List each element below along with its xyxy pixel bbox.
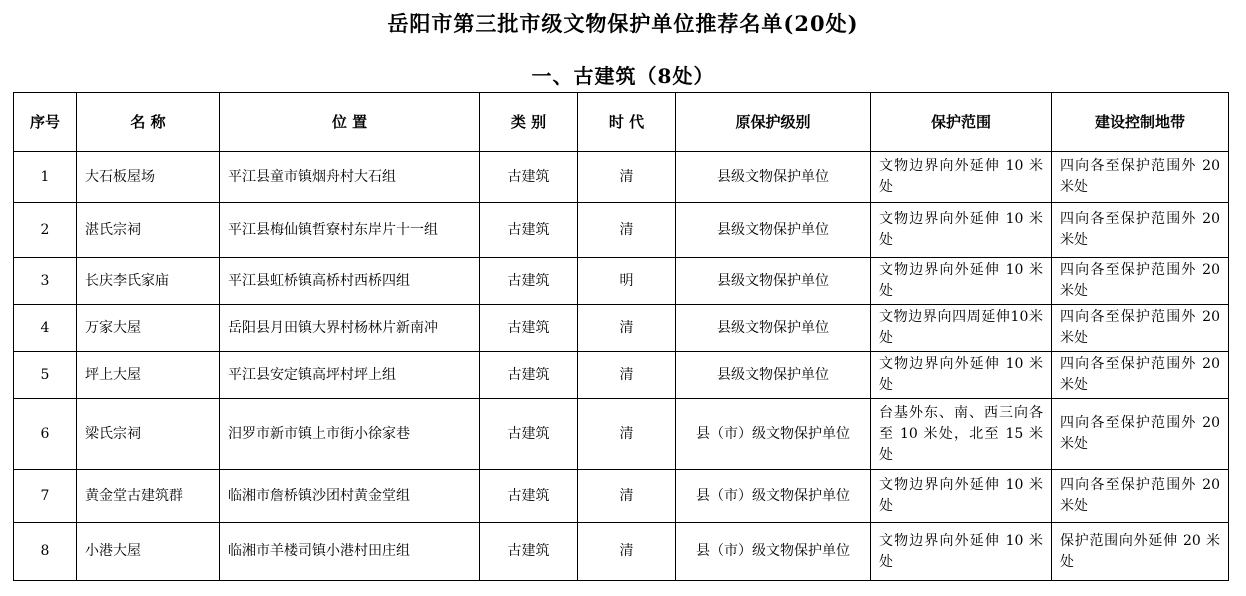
cell-no: 4 (14, 305, 77, 352)
header-era: 时 代 (578, 93, 676, 152)
cell-level: 县（市）级文物保护单位 (676, 399, 871, 470)
cell-era: 清 (578, 152, 676, 203)
cell-category: 古建筑 (480, 523, 578, 581)
header-control-zone: 建设控制地带 (1052, 93, 1229, 152)
cell-name: 黄金堂古建筑群 (77, 470, 220, 523)
cell-range: 文物边界向外延伸 10 米处 (871, 152, 1052, 203)
cell-location: 平江县童市镇烟舟村大石组 (220, 152, 480, 203)
table-row (14, 399, 1229, 470)
header-protection-range: 保护范围 (871, 93, 1052, 152)
cell-zone: 保护范围向外延伸 20 米处 (1052, 523, 1229, 581)
cell-name: 小港大屋 (77, 523, 220, 581)
cell-era: 清 (578, 305, 676, 352)
cell-category: 古建筑 (480, 399, 578, 470)
cell-zone: 四向各至保护范围外 20 米处 (1052, 258, 1229, 305)
cell-range: 文物边界向外延伸 10 米处 (871, 352, 1052, 399)
cell-category: 古建筑 (480, 470, 578, 523)
cell-era: 清 (578, 203, 676, 258)
cell-category: 古建筑 (480, 152, 578, 203)
cell-location: 临湘市羊楼司镇小港村田庄组 (220, 523, 480, 581)
table-header-row (14, 93, 1229, 152)
cell-location: 平江县虹桥镇高桥村西桥四组 (220, 258, 480, 305)
document-title: 岳阳市第三批市级文物保护单位推荐名单(20处) (387, 11, 859, 36)
table-row (14, 152, 1229, 203)
cell-range: 台基外东、南、西三向各至 10 米处，北至 15 米处 (871, 399, 1052, 470)
header-name: 名 称 (77, 93, 220, 152)
cell-level: 县（市）级文物保护单位 (676, 470, 871, 523)
table-row (14, 352, 1229, 399)
cell-level: 县级文物保护单位 (676, 305, 871, 352)
cell-no: 6 (14, 399, 77, 470)
cell-category: 古建筑 (480, 258, 578, 305)
cell-no: 2 (14, 203, 77, 258)
cell-name: 梁氏宗祠 (77, 399, 220, 470)
cell-zone: 四向各至保护范围外 20 米处 (1052, 203, 1229, 258)
cell-no: 8 (14, 523, 77, 581)
cell-era: 明 (578, 258, 676, 305)
table-row (14, 470, 1229, 523)
cell-level: 县级文物保护单位 (676, 258, 871, 305)
cell-name: 大石板屋场 (77, 152, 220, 203)
table-row (14, 523, 1229, 581)
cell-range: 文物边界向外延伸 10 米处 (871, 470, 1052, 523)
cell-location: 汨罗市新市镇上市街小徐家巷 (220, 399, 480, 470)
cell-name: 坪上大屋 (77, 352, 220, 399)
cell-category: 古建筑 (480, 305, 578, 352)
cell-name: 长庆李氏家庙 (77, 258, 220, 305)
cell-era: 清 (578, 399, 676, 470)
cell-category: 古建筑 (480, 352, 578, 399)
cell-no: 7 (14, 470, 77, 523)
table-row (14, 203, 1229, 258)
cell-no: 1 (14, 152, 77, 203)
cell-zone: 四向各至保护范围外 20 米处 (1052, 470, 1229, 523)
table-row (14, 258, 1229, 305)
cell-era: 清 (578, 523, 676, 581)
cell-level: 县（市）级文物保护单位 (676, 523, 871, 581)
header-original-level: 原保护级别 (676, 93, 871, 152)
cell-zone: 四向各至保护范围外 20 米处 (1052, 352, 1229, 399)
cell-location: 岳阳县月田镇大界村杨林片新南冲 (220, 305, 480, 352)
cell-name: 湛氏宗祠 (77, 203, 220, 258)
cell-era: 清 (578, 352, 676, 399)
header-category: 类 别 (480, 93, 578, 152)
cell-name: 万家大屋 (77, 305, 220, 352)
cell-level: 县级文物保护单位 (676, 203, 871, 258)
cell-level: 县级文物保护单位 (676, 352, 871, 399)
cell-era: 清 (578, 470, 676, 523)
heritage-list-table (13, 92, 1229, 581)
cell-no: 3 (14, 258, 77, 305)
cell-location: 平江县安定镇高坪村坪上组 (220, 352, 480, 399)
cell-range: 文物边界向四周延伸10米处 (871, 305, 1052, 352)
cell-range: 文物边界向外延伸 10 米处 (871, 523, 1052, 581)
table-row (14, 305, 1229, 352)
cell-category: 古建筑 (480, 203, 578, 258)
cell-range: 文物边界向外延伸 10 米处 (871, 203, 1052, 258)
cell-zone: 四向各至保护范围外 20 米处 (1052, 399, 1229, 470)
cell-range: 文物边界向外延伸 10 米处 (871, 258, 1052, 305)
cell-no: 5 (14, 352, 77, 399)
cell-location: 平江县梅仙镇哲寮村东岸片十一组 (220, 203, 480, 258)
section-title: 一、古建筑（8处） (531, 64, 715, 88)
cell-zone: 四向各至保护范围外 20 米处 (1052, 152, 1229, 203)
cell-level: 县级文物保护单位 (676, 152, 871, 203)
cell-location: 临湘市詹桥镇沙团村黄金堂组 (220, 470, 480, 523)
header-no: 序号 (14, 93, 77, 152)
header-location: 位 置 (220, 93, 480, 152)
cell-zone: 四向各至保护范围外 20 米处 (1052, 305, 1229, 352)
